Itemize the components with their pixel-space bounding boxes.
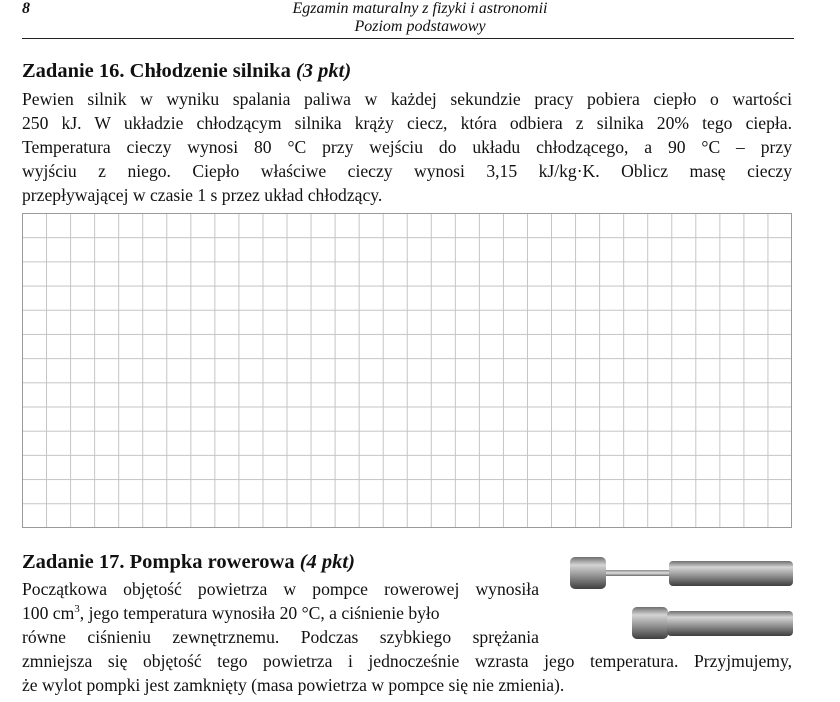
task17-volume: 100 $cm^3$, jego temperatura wynosiła 20 °C, a ciśnienie było [22, 603, 440, 623]
bicycle-pump-illustration [566, 552, 794, 644]
task17-title-text: Zadanie 17. Pompka rowerowa [22, 551, 295, 573]
task16-line: 250 kJ. W układzie chłodzącym silnika krąży ciecz, która odbiera z silnika 20% tego ciepła. [22, 113, 792, 133]
page-number: 8 [22, 0, 30, 17]
header-rule [22, 38, 794, 39]
task17-line: równe ciśnieniu zewnętrznemu. Podczas szybkiego sprężania [22, 627, 539, 647]
task17-title [22, 551, 355, 574]
exam-level: Poziom podstawowy [354, 18, 486, 35]
task17-line: że wylot pompki jest zamknięty (masa powietrza w pompce się nie zmienia). [22, 675, 565, 695]
task16-line: Pewien silnik w wyniku spalania paliwa w każdej sekundzie pracy pobiera ciepło o wartości [22, 89, 792, 109]
pump-handle [632, 607, 668, 639]
task16-line: Temperatura cieczy wynosi 80 °C przy wejściu do układu chłodzącego, a 90 °C – przy [22, 137, 792, 157]
pump-barrel [667, 611, 793, 636]
task16-title [22, 60, 351, 83]
pump-barrel [669, 561, 793, 586]
task17-points: (4 pkt) [299, 551, 355, 573]
task16-points: (3 pkt) [295, 60, 352, 82]
pump-extended [570, 557, 793, 589]
task17-line: zmniejsza się objętość tego powietrza i jednocześnie wzrasta jego temperatura. Przyjmujemy, [22, 651, 792, 671]
task16-title-text: Zadanie 16. Chłodzenie silnika [22, 60, 291, 82]
pump-handle [570, 557, 606, 589]
task16-line: wyjściu z niego. Ciepło właściwe cieczy wynosi 3,15 kJ/kg·K. Oblicz masę cieczy [22, 161, 792, 181]
task16-line: przepływającej w czasie 1 s przez układ chłodzący. [22, 185, 383, 205]
pump-compressed [632, 607, 793, 639]
exam-title: Egzamin maturalny z fizyki i astronomii [292, 0, 548, 17]
task17-line [22, 601, 539, 625]
pump-rod [606, 570, 672, 576]
answer-grid[interactable] [22, 213, 792, 528]
task17-line: Początkowa objętość powietrza w pompce rowerowej wynosiła [22, 579, 539, 599]
